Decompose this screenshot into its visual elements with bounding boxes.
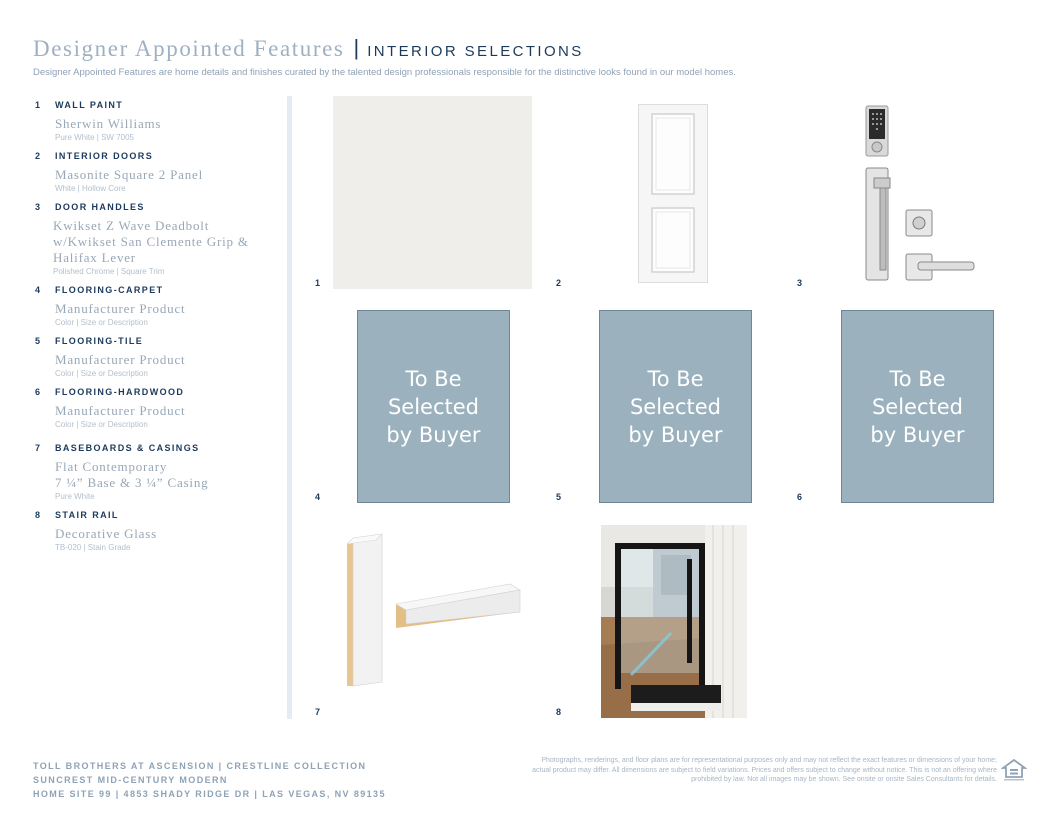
spec-category: WALL PAINT (55, 100, 124, 110)
image-number-label: 6 (797, 492, 803, 502)
baseboard-casing-image (340, 530, 530, 695)
page-subtitle: INTERIOR SELECTIONS (367, 43, 584, 60)
spec-detail: Pure White (55, 492, 95, 501)
spec-detail: Color | Size or Description (55, 318, 148, 327)
spec-detail: TB-020 | Stain Grade (55, 543, 131, 552)
footer-line-elevation: SUNCREST MID-CENTURY MODERN (33, 775, 228, 785)
spec-detail: Pure White | SW 7005 (55, 133, 134, 142)
spec-number: 8 (35, 510, 41, 520)
image-number-label: 5 (556, 492, 562, 502)
spec-category: STAIR RAIL (55, 510, 119, 520)
footer-community-info (33, 759, 386, 801)
page-header (33, 36, 584, 62)
placeholder-text: To Be Selected by Buyer (628, 366, 723, 447)
spec-product-name: Kwikset Z Wave Deadbolt w/Kwikset San Clemente Grip & Halifax Lever (53, 218, 249, 265)
spec-product-name: Manufacturer Product (55, 352, 186, 367)
spec-product-name: Manufacturer Product (55, 403, 186, 418)
vertical-divider (287, 96, 292, 719)
spec-number: 1 (35, 100, 41, 110)
spec-number: 7 (35, 443, 41, 453)
spec-item-flooring-tile (35, 336, 275, 379)
spec-item-interior-doors (35, 151, 275, 194)
spec-item-stair-rail (35, 510, 275, 553)
image-number-label: 7 (315, 707, 321, 717)
spec-category: FLOORING-TILE (55, 336, 144, 346)
image-number-label: 4 (315, 492, 321, 502)
spec-number: 2 (35, 151, 41, 161)
spec-detail: White | Hollow Core (55, 184, 126, 193)
spec-detail: Color | Size or Description (55, 369, 148, 378)
stair-rail-photo (601, 525, 747, 718)
footer-disclaimer: Photographs, renderings, and floor plans are for representational purposes only and may not reflect the exact features or dimensions of your home; actual product may differ. All dimensions are subject to field variations. Prices and offers subject to change without notice. This is not an offering where prohibited by law. Not all images may be shown. See onsite or onsite Sales Consultants for details. (532, 757, 997, 783)
door-image (638, 104, 708, 283)
spec-product-name: Decorative Glass (55, 526, 157, 541)
spec-detail: Polished Chrome | Square Trim (53, 267, 165, 276)
spec-category: FLOORING-HARDWOOD (55, 387, 185, 397)
footer-line-community: TOLL BROTHERS AT ASCENSION | CRESTLINE COLLECTION (33, 761, 367, 771)
spec-product-name: Sherwin Williams (55, 116, 162, 131)
spec-number: 6 (35, 387, 41, 397)
image-number-label: 8 (556, 707, 562, 717)
image-number-label: 1 (315, 278, 321, 288)
page-title: Designer Appointed Features (33, 36, 345, 61)
paint-swatch (333, 96, 532, 289)
to-be-selected-placeholder (357, 310, 510, 503)
spec-product-name: Masonite Square 2 Panel (55, 167, 204, 182)
placeholder-text: To Be Selected by Buyer (386, 366, 481, 447)
placeholder-text: To Be Selected by Buyer (870, 366, 965, 447)
to-be-selected-placeholder (841, 310, 994, 503)
spec-product-name: Flat Contemporary 7 ¼” Base & 3 ¼” Casing (55, 459, 209, 490)
spec-item-flooring-hardwood (35, 387, 275, 430)
spec-category: DOOR HANDLES (55, 202, 145, 212)
spec-item-flooring-carpet (35, 285, 275, 328)
to-be-selected-placeholder (599, 310, 752, 503)
spec-number: 5 (35, 336, 41, 346)
spec-item-door-handles (35, 202, 275, 277)
spec-detail: Color | Size or Description (55, 420, 148, 429)
footer-line-address: HOME SITE 99 | 4853 SHADY RIDGE DR | LAS VEGAS, NV 89135 (33, 789, 386, 799)
spec-item-wall-paint (35, 100, 275, 143)
equal-housing-opportunity-icon (1001, 757, 1027, 783)
intro-text: Designer Appointed Features are home details and finishes curated by the talented design professionals responsible for the distinctive looks found in our model homes. (33, 67, 736, 78)
image-number-label: 3 (797, 278, 803, 288)
spec-number: 3 (35, 202, 41, 212)
door-handle-image (860, 102, 980, 287)
spec-category: BASEBOARDS & CASINGS (55, 443, 200, 453)
spec-category: INTERIOR DOORS (55, 151, 154, 161)
image-number-label: 2 (556, 278, 562, 288)
spec-category: FLOORING-CARPET (55, 285, 164, 295)
spec-product-name: Manufacturer Product (55, 301, 186, 316)
spec-item-baseboards-casings (35, 443, 275, 502)
title-separator: | (353, 35, 360, 60)
spec-number: 4 (35, 285, 41, 295)
